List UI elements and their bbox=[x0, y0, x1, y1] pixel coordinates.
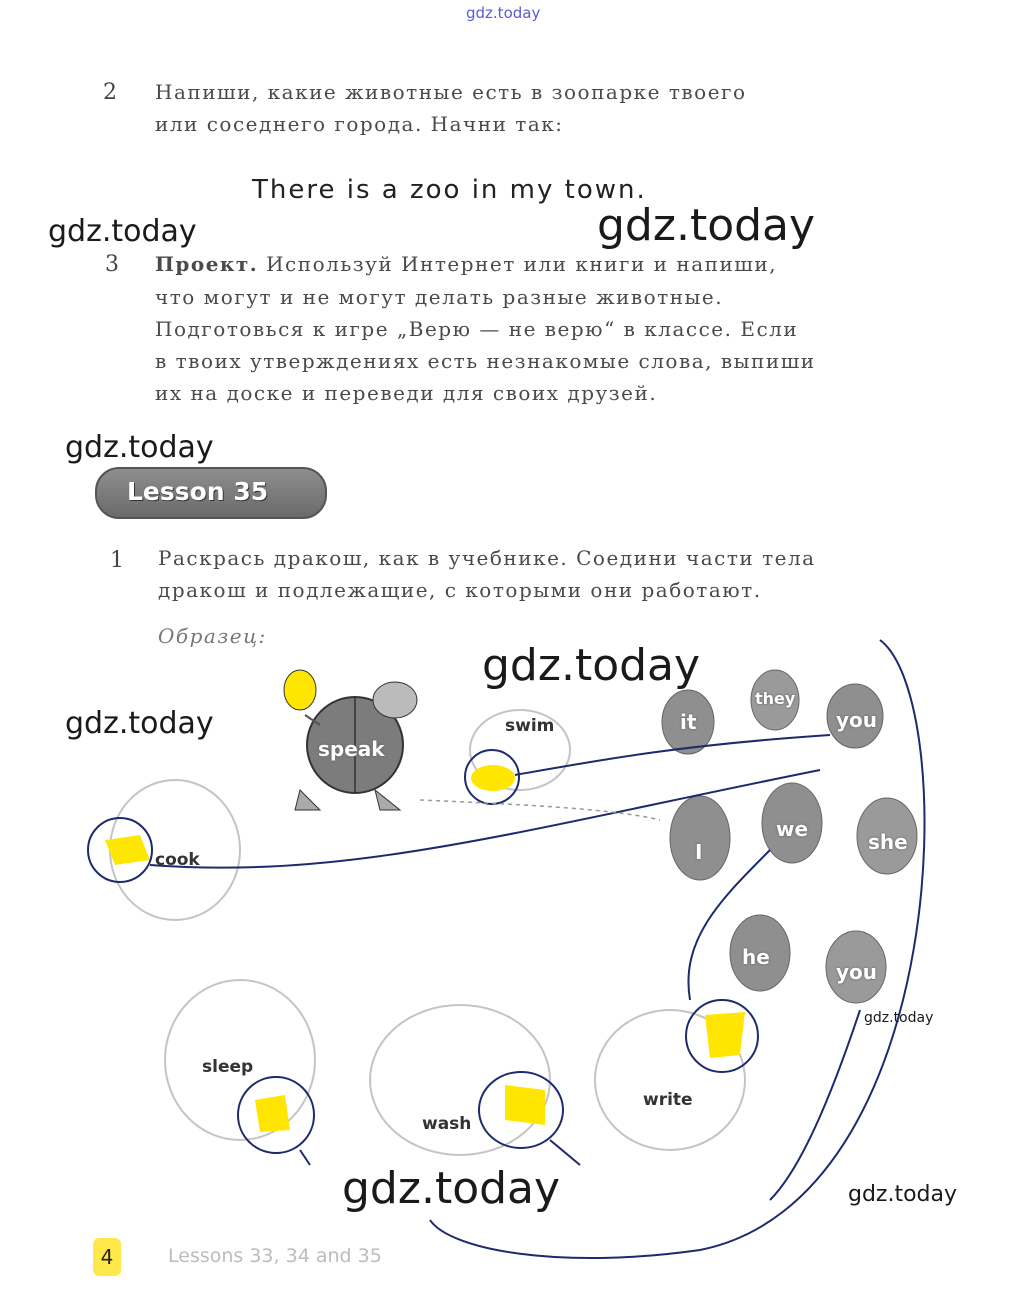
pronoun-she-label: she bbox=[868, 830, 908, 854]
project-label: Проект. bbox=[155, 252, 259, 276]
task-2-answer: There is a zoo in my town. bbox=[252, 175, 647, 205]
sleep-label: sleep bbox=[202, 1057, 254, 1077]
watermark: gdz.today bbox=[65, 706, 214, 741]
pronoun-he-label: he bbox=[742, 945, 770, 969]
write-label: write bbox=[643, 1090, 693, 1110]
task-2-line-2: или соседнего города. Начни так: bbox=[155, 112, 564, 136]
watermark: gdz.today bbox=[864, 1010, 934, 1026]
pronoun-you-2-label: you bbox=[836, 960, 878, 984]
task-2-line-1: Напиши, какие животные есть в зоопарке твоего bbox=[155, 80, 747, 104]
watermark: gdz.today bbox=[597, 200, 816, 251]
watermark: gdz.today bbox=[342, 1163, 561, 1214]
task-1-line-2: дракош и подлежащие, с которыми они работают. bbox=[158, 578, 762, 602]
task-3-line-1-text: Используй Интернет или книги и напиши, bbox=[266, 252, 778, 276]
task-3-number: 3 bbox=[105, 252, 119, 277]
pronoun-it-label: it bbox=[680, 710, 697, 734]
pronoun-you-1-label: you bbox=[836, 708, 878, 732]
lesson-title: Lesson 35 bbox=[127, 477, 269, 506]
swim-label: swim bbox=[505, 716, 555, 736]
wash-label: wash bbox=[422, 1114, 472, 1134]
watermark: gdz.today bbox=[482, 640, 701, 691]
speak-label: speak bbox=[318, 737, 385, 761]
sample-label: Образец: bbox=[158, 624, 267, 648]
task-1-number: 1 bbox=[110, 548, 124, 573]
outline-dragons bbox=[110, 710, 745, 1155]
watermark: gdz.today bbox=[65, 430, 214, 465]
footer-title: Lessons 33, 34 and 35 bbox=[168, 1245, 382, 1267]
pronoun-i-label: I bbox=[695, 840, 703, 864]
page-number: 4 bbox=[93, 1238, 121, 1276]
pronoun-they-label: they bbox=[755, 689, 796, 708]
task-3-line-2: что могут и не могут делать разные животные. bbox=[155, 285, 724, 309]
task-2-number: 2 bbox=[103, 80, 117, 105]
task-3-line-5: их на доске и переведи для своих друзей. bbox=[155, 381, 658, 405]
task-1-line-1: Раскрась дракош, как в учебнике. Соедини части тела bbox=[158, 546, 816, 570]
watermark: gdz.today bbox=[48, 214, 197, 249]
cook-label: cook bbox=[155, 850, 200, 870]
task-3-line-4: в твоих утверждениях есть незнакомые слова, выпиши bbox=[155, 349, 816, 373]
pronoun-i bbox=[670, 796, 730, 880]
pronoun-we-label: we bbox=[776, 817, 809, 841]
task-3-line-3: Подготовься к игре „Верю — не верю“ в классе. Если bbox=[155, 317, 799, 341]
watermark-top: gdz.today bbox=[466, 4, 541, 22]
watermark: gdz.today bbox=[848, 1182, 958, 1207]
